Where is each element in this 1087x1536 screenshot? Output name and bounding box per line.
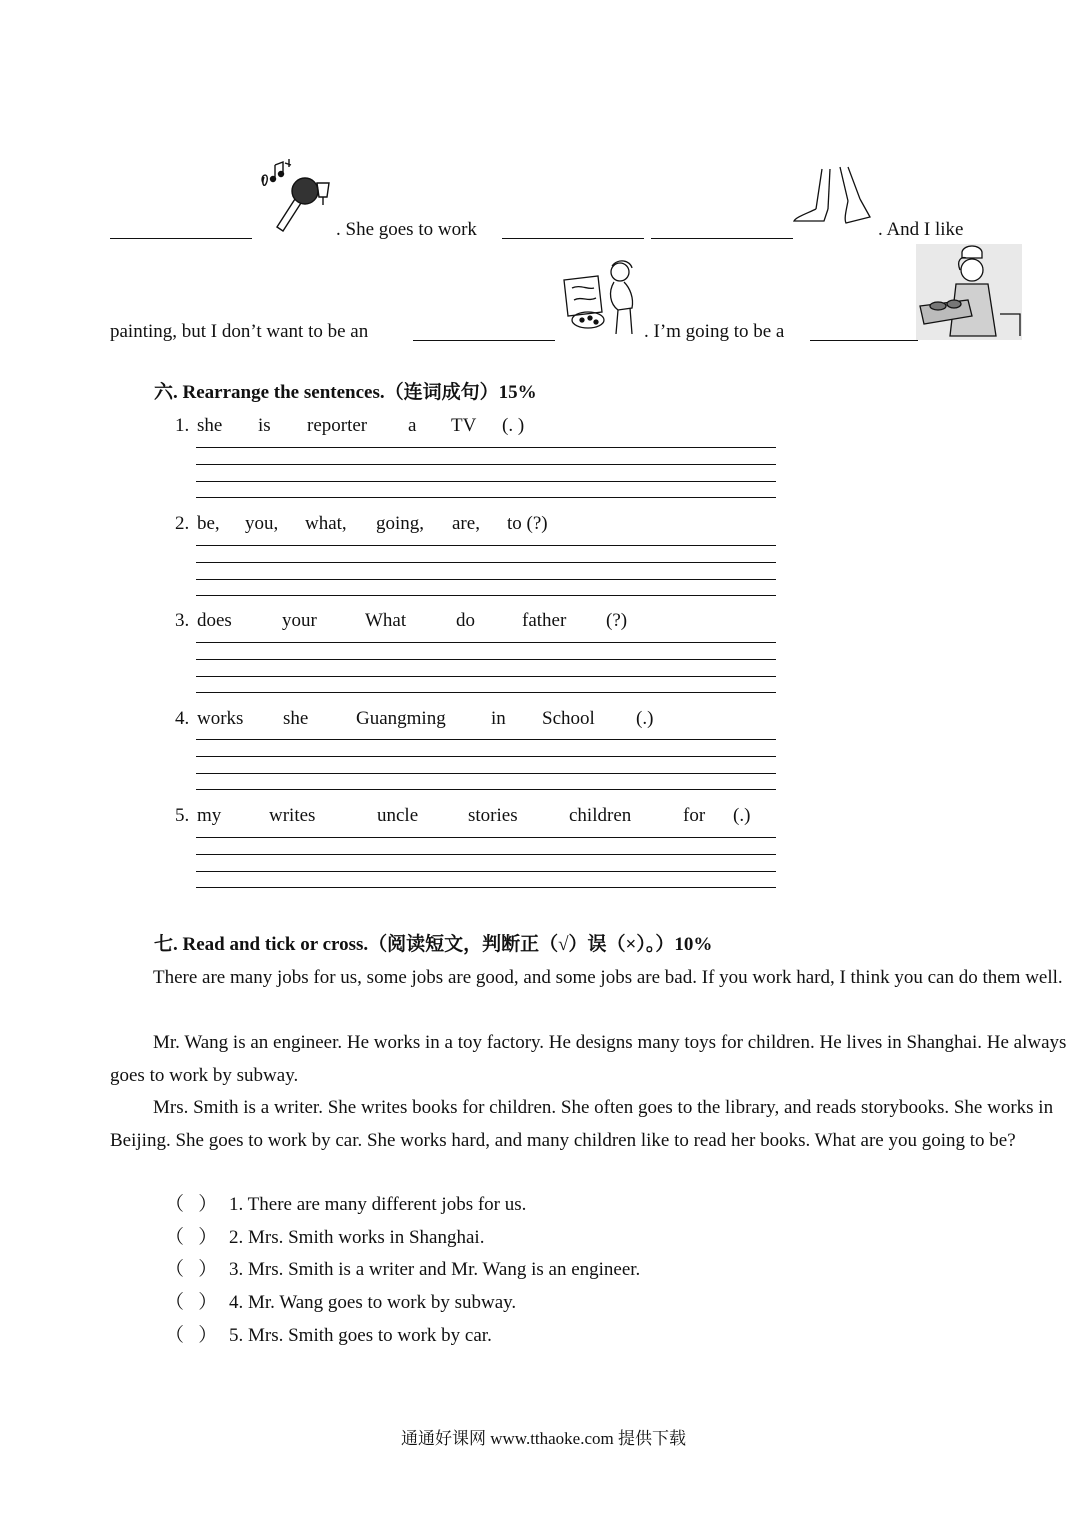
section6-title: Rearrange the sentences.（连词成句）15% — [182, 382, 537, 403]
fill-text-and-i-like: . And I like — [878, 219, 964, 240]
word-tile: uncle — [377, 805, 419, 826]
word-tile: writes — [269, 805, 316, 826]
word-tile: (. ) — [502, 415, 525, 436]
statement-text: 3. Mrs. Smith is a writer and Mr. Wang is an engineer. — [229, 1259, 641, 1280]
writing-line[interactable] — [196, 837, 776, 838]
reading-paragraph: Mr. Wang is an engineer. He works in a toy factory. He designs many toys for children. He lives in Shanghai. He always goes to work by subway. — [110, 1032, 1067, 1086]
section7-heading — [154, 933, 712, 957]
word-tile: stories — [468, 805, 518, 826]
writing-line[interactable] — [196, 562, 776, 563]
writing-line[interactable] — [196, 676, 776, 677]
writing-line[interactable] — [196, 464, 776, 465]
writing-line[interactable] — [196, 579, 776, 580]
writing-line[interactable] — [196, 871, 776, 872]
word-tile: is — [258, 415, 271, 436]
true-false-item[interactable]: （ ） 3. Mrs. Smith is a writer and Mr. Wang is an engineer. — [165, 1259, 641, 1280]
word-tile: going, — [376, 513, 425, 534]
answer-blank[interactable] — [413, 340, 555, 341]
statement-text: 4. Mr. Wang goes to work by subway. — [229, 1292, 517, 1313]
word-tile: are, — [452, 513, 480, 534]
reading-paragraph: There are many jobs for us, some jobs are good, and some jobs are bad. If you work hard, I think you can do them well. — [153, 967, 1063, 988]
item-number: 3. — [175, 610, 190, 631]
word-tile: in — [491, 708, 506, 729]
word-tile: (.) — [636, 708, 654, 729]
word-tile: you, — [245, 513, 279, 534]
answer-blank[interactable] — [810, 340, 918, 341]
item-number: 4. — [175, 708, 190, 729]
word-tile: (?) — [606, 610, 628, 631]
section7-number: 七. — [154, 934, 178, 955]
word-tile: (.) — [733, 805, 751, 826]
section7-title: Read and tick or cross.（阅读短文，判断正（√）误（×）。）10% — [182, 934, 713, 955]
word-tile: what, — [305, 513, 347, 534]
page-footer: 通通好课网 www.tthaoke.com 提供下载 — [400, 1429, 687, 1448]
word-tile: reporter — [307, 415, 368, 436]
word-tile: my — [197, 805, 222, 826]
word-tile: What — [365, 610, 407, 631]
item-number: 5. — [175, 805, 190, 826]
true-false-item[interactable]: （ ） 5. Mrs. Smith goes to work by car. — [165, 1325, 492, 1346]
statement-text: 2. Mrs. Smith works in Shanghai. — [229, 1227, 485, 1248]
item-number: 1. — [175, 415, 190, 436]
cook-chef-icon — [916, 244, 1022, 340]
writing-line[interactable] — [196, 692, 776, 693]
statement-text: 1. There are many different jobs for us. — [229, 1194, 527, 1215]
artist-painting-icon — [558, 258, 644, 338]
word-tile: Guangming — [356, 708, 446, 729]
walking-feet-icon — [790, 165, 880, 235]
word-tile: your — [282, 610, 317, 631]
writing-line[interactable] — [196, 756, 776, 757]
writing-line[interactable] — [196, 789, 776, 790]
true-false-item[interactable]: （ ） 1. There are many different jobs for us. — [165, 1194, 527, 1215]
word-tile: do — [456, 610, 475, 631]
word-tile: she — [283, 708, 309, 729]
statement-text: 5. Mrs. Smith goes to work by car. — [229, 1325, 492, 1346]
writing-line[interactable] — [196, 595, 776, 596]
writing-line[interactable] — [196, 447, 776, 448]
word-tile: a — [408, 415, 417, 436]
writing-line[interactable] — [196, 887, 776, 888]
word-tile: to (?) — [507, 513, 548, 534]
word-tile: for — [683, 805, 706, 826]
fill-text-painting: painting, but I don’t want to be an — [110, 321, 369, 342]
singer-microphone-icon — [255, 155, 335, 235]
word-tile: School — [542, 708, 595, 729]
word-tile: be, — [197, 513, 220, 534]
writing-line[interactable] — [196, 545, 776, 546]
word-tile: she — [197, 415, 223, 436]
word-tile: does — [197, 610, 232, 631]
fill-text-she-goes: . She goes to work — [336, 219, 477, 240]
word-tile: works — [197, 708, 244, 729]
fill-text-going-to-be: . I’m going to be a — [644, 321, 785, 342]
word-tile: TV — [451, 415, 477, 436]
answer-blank[interactable] — [502, 238, 644, 239]
true-false-item[interactable]: （ ） 4. Mr. Wang goes to work by subway. — [165, 1292, 517, 1313]
section6-heading — [154, 381, 537, 405]
writing-line[interactable] — [196, 642, 776, 643]
section6-number: 六. — [154, 382, 178, 403]
writing-line[interactable] — [196, 481, 776, 482]
word-tile: father — [522, 610, 567, 631]
answer-blank[interactable] — [110, 238, 252, 239]
word-tile: children — [569, 805, 632, 826]
writing-line[interactable] — [196, 773, 776, 774]
writing-line[interactable] — [196, 854, 776, 855]
writing-line[interactable] — [196, 659, 776, 660]
writing-line[interactable] — [196, 739, 776, 740]
writing-line[interactable] — [196, 497, 776, 498]
answer-blank[interactable] — [651, 238, 793, 239]
item-number: 2. — [175, 513, 190, 534]
true-false-item[interactable]: （ ） 2. Mrs. Smith works in Shanghai. — [165, 1227, 485, 1248]
reading-paragraph: Mrs. Smith is a writer. She writes books for children. She often goes to the library, and reads storybooks. She works in Beijing. She goes to work by car. She works hard, and many children like to read her books. What are you going to be? — [110, 1097, 1054, 1151]
